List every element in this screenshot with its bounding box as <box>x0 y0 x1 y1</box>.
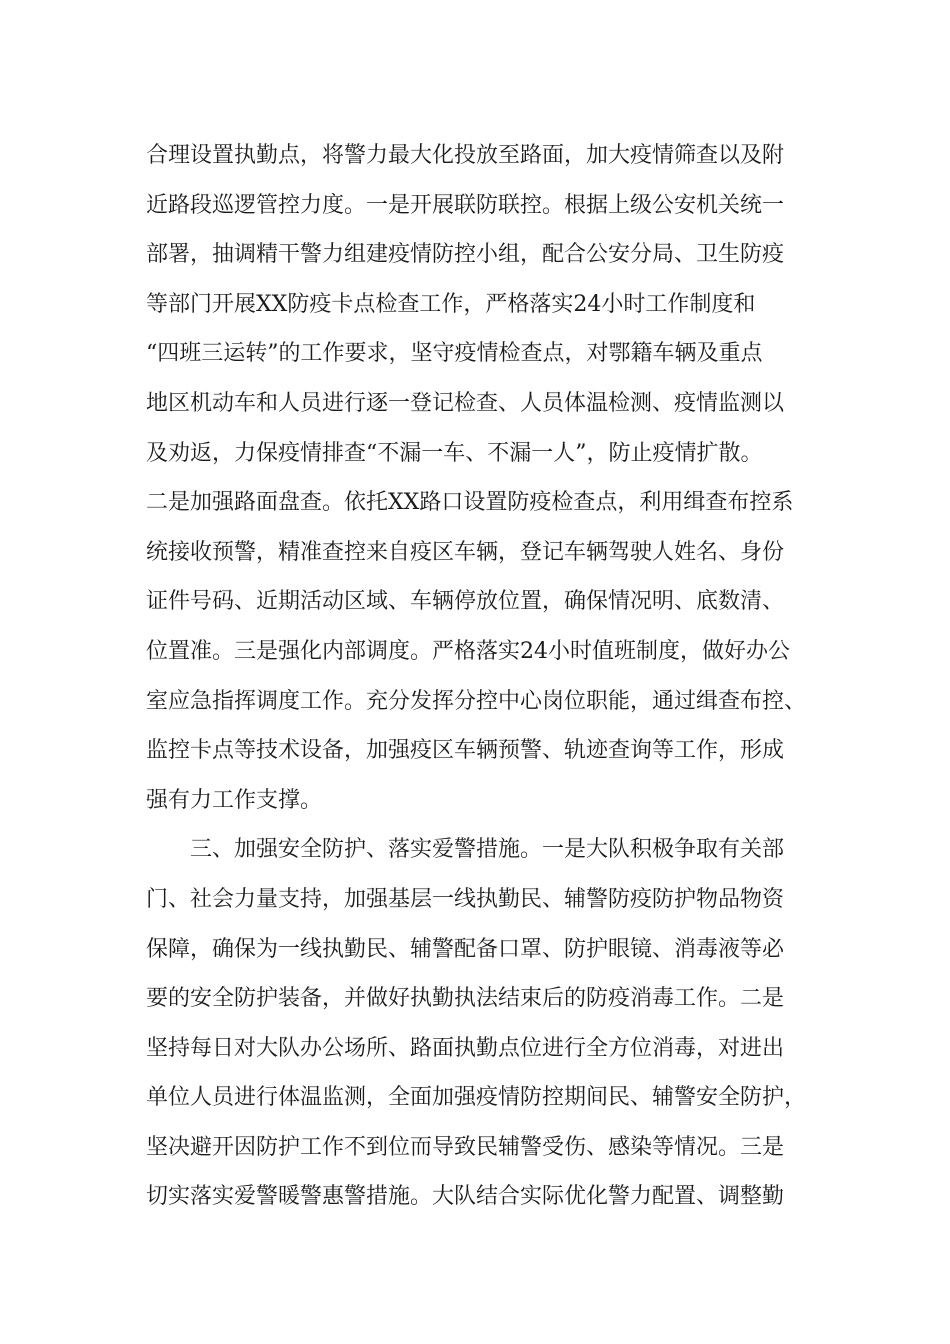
text-line: 统接收预警，精准查控来自疫区车辆，登记车辆驾驶人姓名、身份 <box>146 539 785 565</box>
text-line: 要的安全防护装备，并做好执勤执法结束后的防疫消毒工作。二是 <box>146 986 785 1012</box>
text-line: 及劝返，力保疫情排查“不漏一车、不漏一人”，防止疫情扩散。 <box>146 440 763 466</box>
text-line: 门、社会力量支持，加强基层一线执勤民、辅警防疫防护物品物资 <box>146 886 785 912</box>
text-line: 位置准。三是强化内部调度。严格落实24小时值班制度，做好办公 <box>146 638 790 664</box>
text-line: 强有力工作支撑。 <box>146 787 323 813</box>
text-line: 保障，确保为一线执勤民、辅警配备口罩、防护眼镜、消毒液等必 <box>146 936 785 962</box>
text-line: 坚决避开因防护工作不到位而导致民辅警受伤、感染等情况。三是 <box>146 1134 785 1160</box>
text-line: 二是加强路面盘查。依托XX路口设置防疫检查点，利用缉查布控系 <box>146 490 794 516</box>
text-line: 室应急指挥调度工作。充分发挥分控中心岗位职能，通过缉查布控、 <box>146 688 807 714</box>
text-line: 部署，抽调精干警力组建疫情防控小组，配合公安分局、卫生防疫 <box>146 242 785 268</box>
text-line: 近路段巡逻管控力度。一是开展联防联控。根据上级公安机关统一 <box>146 192 785 218</box>
text-line: “四班三运转”的工作要求，坚守疫情检查点，对鄂籍车辆及重点 <box>146 341 763 367</box>
text-line: 合理设置执勤点，将警力最大化投放至路面，加大疫情筛查以及附 <box>146 143 785 168</box>
text-line: 切实落实爱警暖警惠警措施。大队结合实际优化警力配置、调整勤 <box>146 1184 785 1210</box>
body-text <box>146 131 836 1222</box>
text-line: 单位人员进行体温监测，全面加强疫情防控期间民、辅警安全防护， <box>146 1085 807 1111</box>
text-line: 证件号码、近期活动区域、车辆停放位置，确保情况明、底数清、 <box>146 589 785 615</box>
text-line: 坚持每日对大队办公场所、路面执勤点位进行全方位消毒，对进出 <box>146 1035 785 1061</box>
text-line: 等部门开展XX防疫卡点检查工作，严格落实24小时工作制度和 <box>146 291 756 317</box>
text-line: 地区机动车和人员进行逐一登记检查、人员体温检测、疫情监测以 <box>146 390 785 416</box>
section-heading-line: 三、加强安全防护、落实爱警措施。一是大队积极争取有关部 <box>190 837 785 863</box>
text-line: 监控卡点等技术设备，加强疫区车辆预警、轨迹查询等工作，形成 <box>146 738 785 764</box>
